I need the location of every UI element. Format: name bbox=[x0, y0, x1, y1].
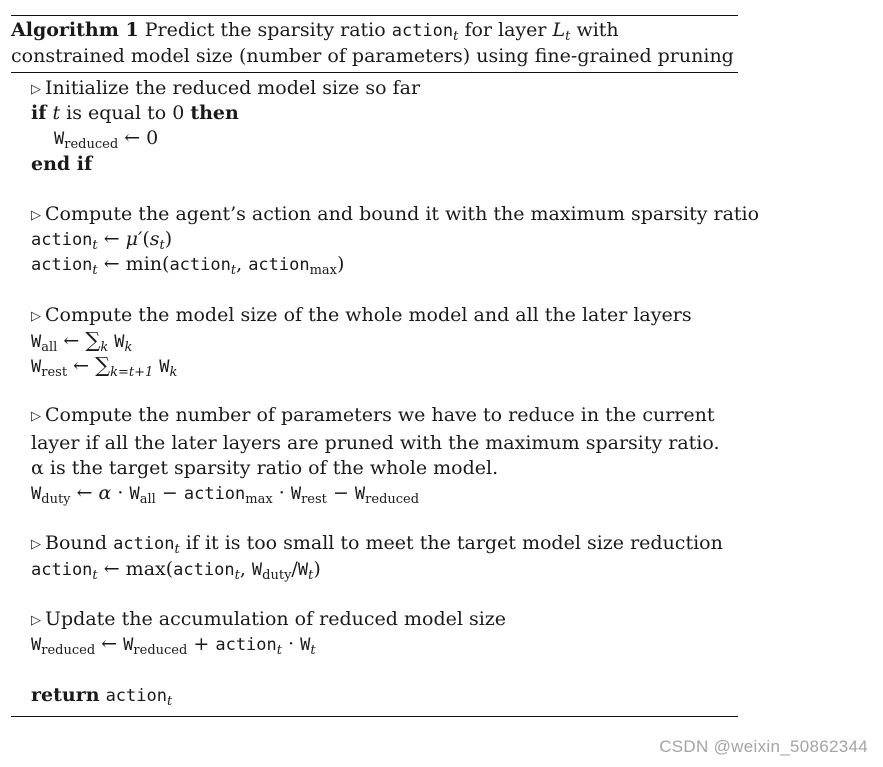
comment-triangle-icon: ▷ bbox=[31, 207, 41, 223]
action-assign: action$_t$ ← $\mu'(s_t)$ bbox=[31, 228, 173, 254]
return-line: return action$_t$ bbox=[31, 683, 173, 709]
action-min: action$_t$ ← min(action$_t$, action$_{max}$) bbox=[31, 253, 345, 279]
init-assign: $W_{reduced}$ ← 0 bbox=[54, 127, 159, 153]
w-all: $W_{all}$ ← $\sum_k$ $W_k$ bbox=[31, 327, 133, 355]
algorithm-label: Algorithm 1 bbox=[11, 19, 139, 41]
comment-triangle-icon: ▷ bbox=[31, 82, 41, 97]
algorithm-box bbox=[11, 15, 760, 717]
algorithm-body bbox=[11, 73, 760, 716]
comment-reduce: ▷ Compute the number of parameters we have to reduce in the current layer if all the later layers are pruned with the maximum sparsity ratio. α is the target sparsity ratio of the whole model. bbox=[31, 404, 720, 479]
w-reduced-update: $W_{reduced}$ ← $W_{reduced}$ + action$_t$ · $W_t$ bbox=[31, 633, 316, 659]
w-duty: $W_{duty}$ ← $\alpha \cdot W_{all}$ − action$_{max}$ · $W_{rest} - W_{reduced}$ bbox=[31, 482, 420, 508]
action-max: action$_t$ ← max(action$_t$, $W_{duty}/W_t$) bbox=[31, 557, 321, 583]
comment-triangle-icon: ▷ bbox=[31, 409, 41, 425]
comment-init: ▷ Initialize the reduced model size so far bbox=[31, 77, 421, 99]
w-rest: $W_{rest}$ ← $\sum_{k=t+1}$ $W_k$ bbox=[31, 353, 178, 381]
algorithm-caption: Algorithm 1 Predict the sparsity ratio action$_t$ for layer $L_t$ with constrained model size (number of parameters) using fine-grained pruning bbox=[11, 19, 734, 67]
comment-triangle-icon: ▷ bbox=[31, 612, 41, 628]
comment-triangle-icon: ▷ bbox=[31, 308, 41, 324]
comment-agent: ▷ Compute the agent’s action and bound it with the maximum sparsity ratio bbox=[31, 202, 760, 225]
bottom-rule bbox=[11, 716, 738, 717]
watermark: CSDN @weixin_50862344 bbox=[659, 737, 868, 756]
comment-bound: ▷ Bound action$_t$ if it is too small to meet the target model size reduction bbox=[31, 532, 723, 558]
end-if: end if bbox=[31, 152, 93, 175]
if-line: if t is equal to 0 then bbox=[31, 102, 239, 125]
comment-triangle-icon: ▷ bbox=[31, 537, 41, 553]
comment-update: ▷ Update the accumulation of reduced model size bbox=[31, 607, 507, 630]
comment-size: ▷ Compute the model size of the whole model and all the later layers bbox=[31, 303, 692, 326]
